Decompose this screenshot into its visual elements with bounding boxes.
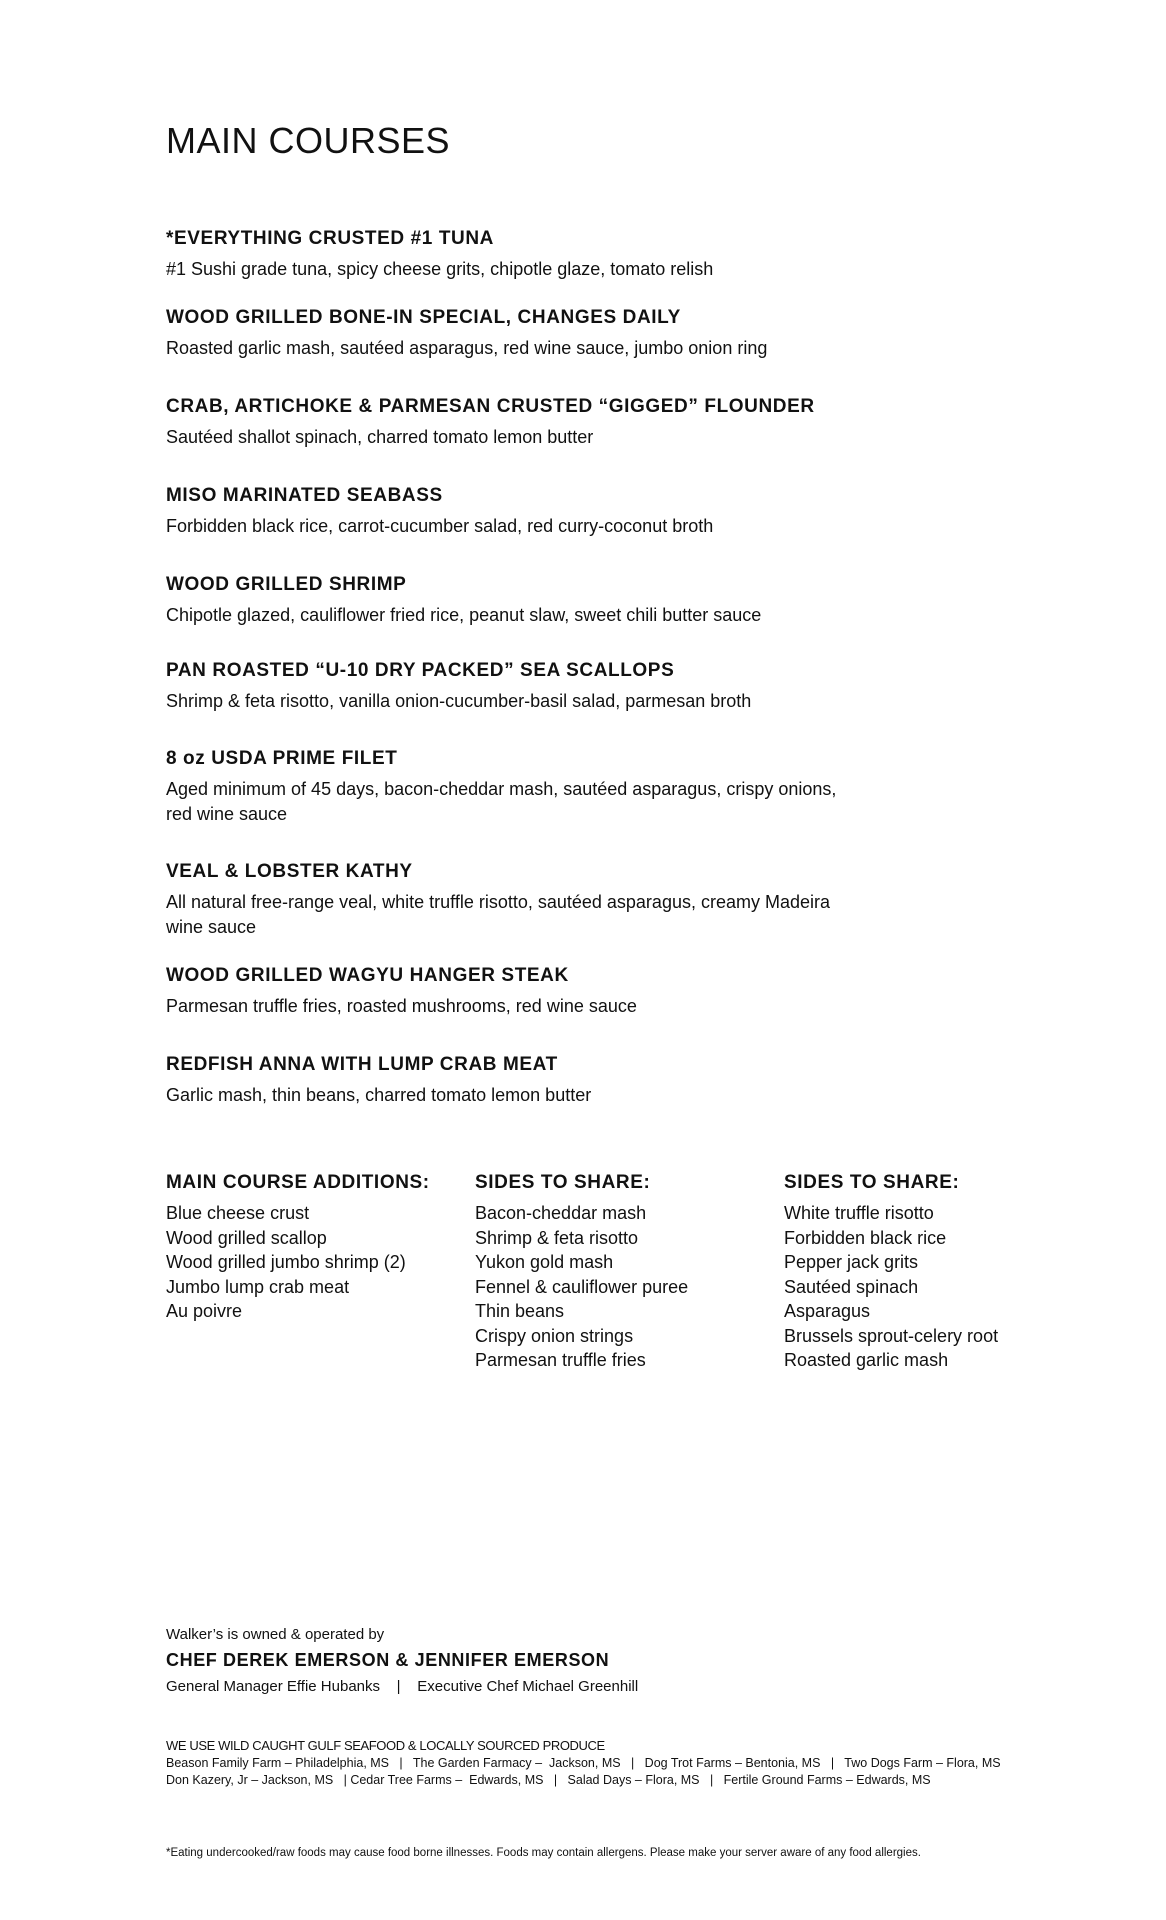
- staff-line: General Manager Effie Hubanks | Executive Chef Michael Greenhill: [166, 1678, 639, 1695]
- list-item: Parmesan truffle fries: [475, 1350, 646, 1370]
- sides-column-2: [784, 1170, 1093, 1373]
- list-item: Forbidden black rice: [784, 1227, 947, 1248]
- menu-item-name: *EVERYTHING CRUSTED #1 TUNA: [166, 228, 494, 249]
- menu-item-description: Parmesan truffle fries, roasted mushrooms, red wine sauce: [166, 996, 637, 1016]
- list-item: Crispy onion strings: [475, 1325, 634, 1346]
- menu-item: [166, 572, 1026, 658]
- ownership-footer: [166, 1625, 1066, 1697]
- menu-item-description: #1 Sushi grade tuna, spicy cheese grits, chipotle glaze, tomato relish: [166, 259, 714, 279]
- menu-item: [166, 859, 1026, 963]
- list-item: Yukon gold mash: [475, 1252, 614, 1272]
- list-item: Pepper jack grits: [784, 1252, 919, 1272]
- menu-item-name: MISO MARINATED SEABASS: [166, 485, 443, 506]
- menu-item: [166, 394, 1026, 483]
- additions-list: [166, 1201, 475, 1324]
- list-item: Thin beans: [475, 1301, 565, 1321]
- list-item: Wood grilled scallop: [166, 1227, 327, 1248]
- menu-item-name: PAN ROASTED “U-10 DRY PACKED” SEA SCALLOPS: [166, 660, 675, 681]
- extras-columns: [166, 1170, 1096, 1373]
- list-item: Shrimp & feta risotto: [475, 1227, 639, 1248]
- menu-item: [166, 658, 1026, 746]
- farms-line: Beason Family Farm – Philadelphia, MS | The Garden Farmacy – Jackson, MS | Dog Trot Farms – Bentonia, MS | Two Dogs Farm – Flora, MS: [166, 1756, 1001, 1770]
- list-item: Au poivre: [166, 1301, 243, 1321]
- sides-heading: SIDES TO SHARE:: [475, 1172, 651, 1193]
- menu-item-name: VEAL & LOBSTER KATHY: [166, 861, 413, 882]
- list-item: Fennel & cauliflower puree: [475, 1276, 689, 1297]
- list-item: Blue cheese crust: [166, 1203, 310, 1223]
- additions-heading: MAIN COURSE ADDITIONS:: [166, 1172, 430, 1193]
- menu-item-name: WOOD GRILLED WAGYU HANGER STEAK: [166, 965, 569, 986]
- list-item: Asparagus: [784, 1301, 871, 1321]
- menu-item: [166, 1052, 1026, 1141]
- sides-heading: SIDES TO SHARE:: [784, 1172, 960, 1193]
- menu-item-description: Garlic mash, thin beans, charred tomato lemon butter: [166, 1085, 592, 1105]
- menu-item-description: Forbidden black rice, carrot-cucumber salad, red curry-coconut broth: [166, 516, 714, 536]
- menu-item-name: 8 oz USDA PRIME FILET: [166, 748, 398, 769]
- owners-name: CHEF DEREK EMERSON & JENNIFER EMERSON: [166, 1650, 610, 1670]
- sides-list: [784, 1201, 1093, 1373]
- menu-item-name: WOOD GRILLED SHRIMP: [166, 574, 407, 595]
- menu-item-description: Chipotle glazed, cauliflower fried rice, peanut slaw, sweet chili butter sauce: [166, 605, 762, 625]
- list-item: Sautéed spinach: [784, 1276, 919, 1297]
- menu-item-description: Sautéed shallot spinach, charred tomato lemon butter: [166, 427, 594, 447]
- menu-item-description: All natural free-range veal, white truffle risotto, sautéed asparagus, creamy Madeira wine sauce: [166, 892, 831, 937]
- menu-item: [166, 226, 1026, 305]
- list-item: Wood grilled jumbo shrimp (2): [166, 1252, 406, 1272]
- menu-item-description: Aged minimum of 45 days, bacon-cheddar mash, sautéed asparagus, crispy onions, red wine sauce: [166, 779, 837, 824]
- list-item: Roasted garlic mash: [784, 1350, 949, 1370]
- menu-item-name: REDFISH ANNA WITH LUMP CRAB MEAT: [166, 1054, 558, 1075]
- list-item: Brussels sprout-celery root: [784, 1325, 999, 1346]
- menu-item: [166, 963, 1026, 1052]
- sides-column-1: [475, 1170, 784, 1373]
- list-item: Bacon-cheddar mash: [475, 1203, 647, 1223]
- menu-item-description: Roasted garlic mash, sautéed asparagus, red wine sauce, jumbo onion ring: [166, 338, 768, 358]
- sides-list: [475, 1201, 784, 1373]
- sourcing-heading: WE USE WILD CAUGHT GULF SEAFOOD & LOCALLY SOURCED PRODUCE: [166, 1738, 605, 1753]
- page-title: MAIN COURSES: [166, 120, 451, 161]
- list-item: Jumbo lump crab meat: [166, 1276, 350, 1297]
- owned-by-text: Walker’s is owned & operated by: [166, 1626, 385, 1643]
- menu-item-name: CRAB, ARTICHOKE & PARMESAN CRUSTED “GIGGED” FLOUNDER: [166, 396, 815, 417]
- menu-item: [166, 483, 1026, 572]
- menu-item: [166, 746, 1026, 859]
- menu-item-name: WOOD GRILLED BONE-IN SPECIAL, CHANGES DAILY: [166, 307, 681, 328]
- list-item: White truffle risotto: [784, 1203, 934, 1223]
- allergy-disclaimer: *Eating undercooked/raw foods may cause food borne illnesses. Foods may contain allergens. Please make your server aware of any food allergies.: [166, 1847, 921, 1859]
- main-course-list: [166, 226, 1026, 1141]
- sourcing-section: [166, 1737, 1066, 1789]
- menu-item: [166, 305, 1026, 394]
- farms-line: Don Kazery, Jr – Jackson, MS | Cedar Tree Farms – Edwards, MS | Salad Days – Flora, MS | Fertile Ground Farms – Edwards, MS: [166, 1773, 931, 1787]
- additions-column: [166, 1170, 475, 1373]
- menu-item-description: Shrimp & feta risotto, vanilla onion-cucumber-basil salad, parmesan broth: [166, 691, 752, 711]
